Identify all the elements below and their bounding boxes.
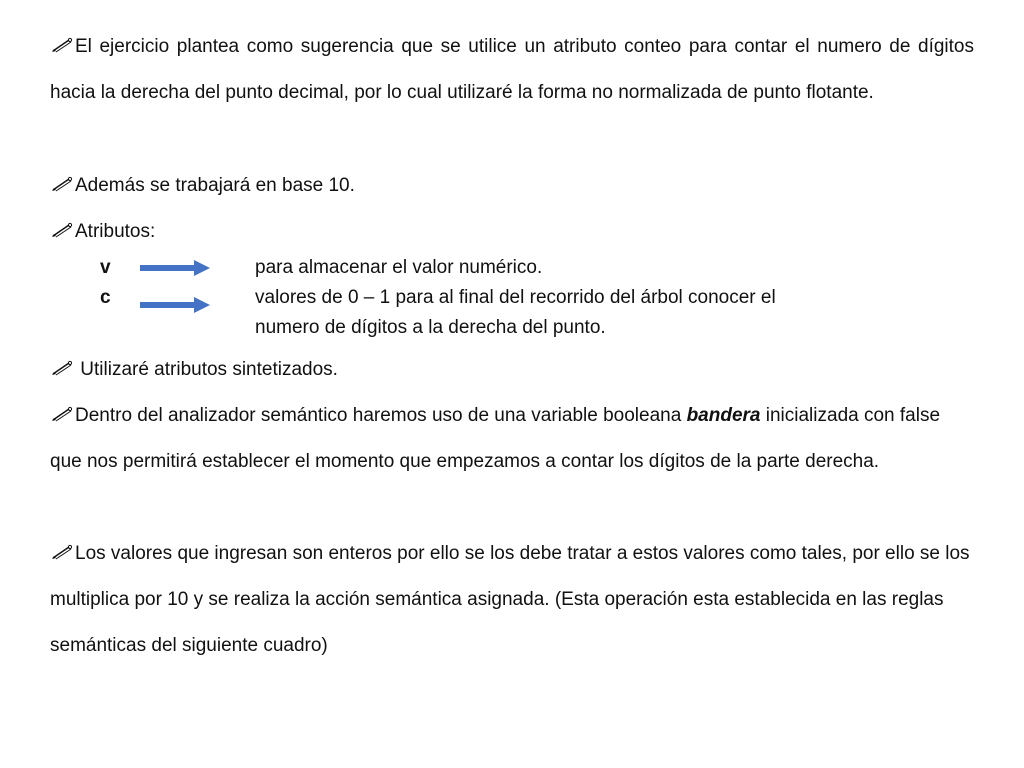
paragraph-atributos (50, 209, 974, 255)
paragraph-ejercicio (50, 24, 974, 116)
right-arrow-icon (140, 260, 210, 276)
pen-bullet-icon (50, 360, 74, 376)
paragraph-base (50, 163, 974, 209)
paragraph-bandera-text-continued: inicializada con false que nos permitirá establecer el momento que empezamos a contar los dígitos de la parte derecha. (50, 405, 941, 472)
pen-bullet-icon (50, 37, 74, 53)
pen-bullet-icon (50, 222, 74, 238)
emphasis-bandera: bandera (686, 405, 761, 426)
pen-bullet-icon (50, 544, 74, 560)
attribute-description: valores de 0 – 1 para al final del recorrido del árbol conocer el (255, 287, 776, 308)
attribute-description: para almacenar el valor numérico. (255, 257, 543, 278)
paragraph-ejercicio-text: El ejercicio plantea como sugerencia que se utilice un atributo conteo para contar el numero de dígitos hacia la derecha del punto decimal, por lo cual utilizaré la forma no normalizada de punto flotante. (50, 36, 974, 103)
pen-bullet-icon (50, 176, 74, 192)
attribute-row-v (100, 253, 980, 283)
paragraph-bandera-text: Dentro del analizador semántico haremos uso de una variable booleana (75, 405, 687, 426)
attribute-row-c (100, 283, 980, 343)
paragraph-sintetizados-text: Utilizaré atributos sintetizados. (75, 359, 338, 380)
paragraph-sintetizados (50, 347, 974, 393)
attribute-key: c (100, 287, 111, 308)
paragraph-base-text: Además se trabajará en base 10. (75, 175, 355, 196)
attribute-key: v (100, 257, 111, 278)
paragraph-valores-text: Los valores que ingresan son enteros por ello se los debe tratar a estos valores como tales, por ello se los multiplica por 10 y se realiza la acción semántica asignada. (Esta operación esta establecida en las reglas semánticas del siguiente cuadro) (50, 543, 970, 656)
right-arrow-icon (140, 297, 210, 313)
pen-bullet-icon (50, 406, 74, 422)
paragraph-bandera (50, 393, 974, 485)
paragraph-atributos-text: Atributos: (75, 221, 156, 242)
paragraph-valores (50, 531, 974, 669)
attribute-description-continued: numero de dígitos a la derecha del punto. (255, 317, 606, 338)
